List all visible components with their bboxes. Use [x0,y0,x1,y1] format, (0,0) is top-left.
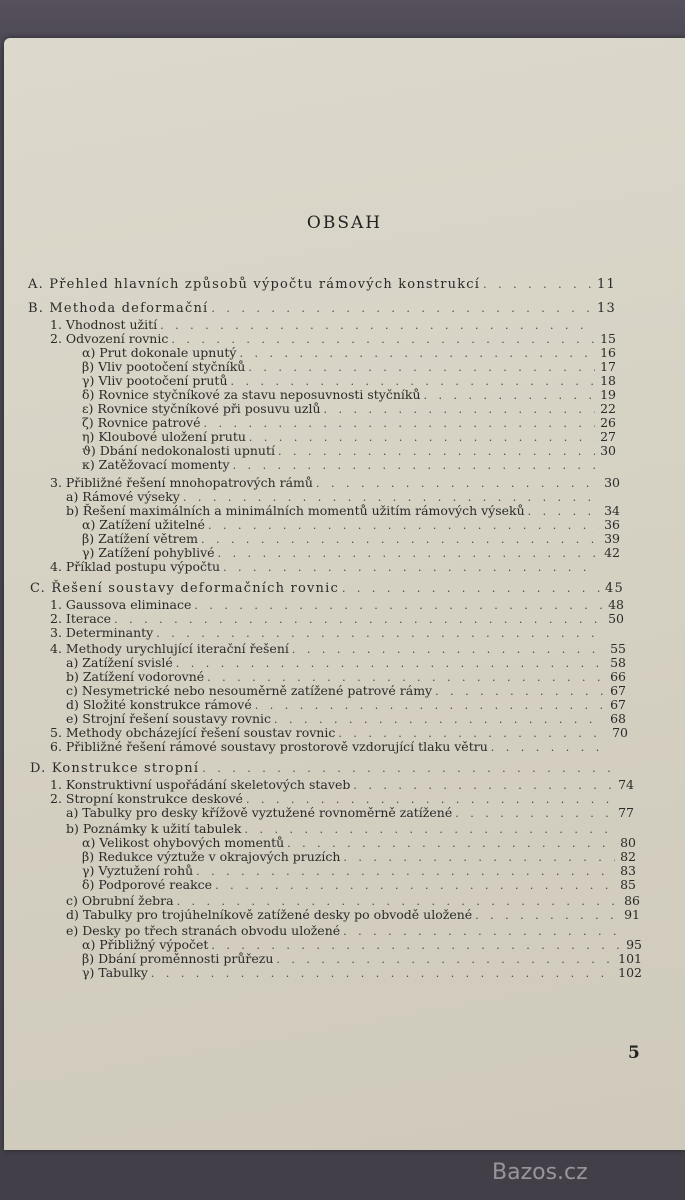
toc-leader-dots [211,302,594,316]
toc-page-number: 67 [610,697,626,712]
toc-label: b) Řešení maximálních a minimálních momentů užitím rámových výseků [66,503,525,518]
toc-leader-dots [156,627,603,641]
toc-page-number: 30 [604,475,620,490]
toc-leader-dots [424,389,595,403]
toc-label: ϑ) Dbání nedokonalosti upnutí [82,443,275,458]
toc-leader-dots [342,582,602,596]
toc-label: 2. Odvození rovnic [50,331,169,346]
toc-leader-dots [316,477,599,491]
toc-page-number: 70 [612,725,628,740]
toc-page-number: 55 [610,641,626,656]
toc-page-number: 34 [604,503,620,518]
toc-entry [82,458,616,473]
toc-label: d) Složité konstrukce rámové [66,697,252,712]
toc-label: δ) Rovnice styčníkové za stavu neposuvnosti styčníků [82,387,421,402]
toc-page-number: 30 [600,443,616,458]
toc-page-number: 17 [600,359,616,374]
toc-page-number: 19 [600,387,616,402]
toc-leader-dots [194,599,603,613]
toc-leader-dots [292,643,605,657]
toc-label: α) Zatížení užitelné [82,517,205,532]
toc-leader-dots [160,319,595,333]
page-title: OBSAH [306,213,383,233]
toc-label: α) Prut dokonale upnutý [82,345,237,360]
toc-page-number: 101 [618,951,642,966]
toc-label: κ) Zatěžovací momenty [82,457,230,472]
toc-label: 1. Konstruktivní uspořádání skeletových staveb [50,777,351,792]
toc-label: 3. Přibližné řešení mnohopatrových rámů [50,475,313,490]
toc-page-number: 36 [604,517,620,532]
toc-page-number: 67 [610,683,626,698]
toc-section [30,582,624,596]
toc-page-number: 82 [620,849,636,864]
toc-page-number: 80 [620,835,636,850]
toc-leader-dots [151,967,615,981]
toc-entry [82,966,642,981]
toc-label: 2. Stropní konstrukce deskové [50,791,243,806]
toc-label: e) Strojní řešení soustavy rovnic [66,711,272,726]
toc-label: β) Vliv pootočení styčníků [82,359,246,374]
toc-leader-dots [114,613,603,627]
toc-label: b) Zatížení vodorovné [66,669,205,684]
toc-label: e) Desky po třech stranách obvodu uložené [66,923,341,938]
toc-label: b) Poznámky k užití tabulek [66,821,242,836]
toc-entry [66,908,640,923]
toc-label: γ) Vliv pootočení prutů [82,373,228,388]
toc-label: ζ) Rovnice patrové [82,415,201,430]
toc-label: a) Tabulky pro desky křížově vyztužené rovnoměrně zatížené [66,805,453,820]
toc-page-number: 39 [604,531,620,546]
toc-label: a) Zatížení svislé [66,655,173,670]
toc-label: c) Nesymetrické nebo nesouměrně zatížené patrové rámy [66,683,433,698]
toc-leader-dots [278,445,595,459]
toc-page-number: 45 [605,581,624,596]
toc-page-number: 50 [608,611,624,626]
toc-leader-dots [249,431,595,445]
toc-leader-dots [239,347,595,361]
toc-leader-dots [176,657,605,671]
toc-page-number: 95 [626,937,642,952]
toc-page-number: 16 [600,345,616,360]
toc-page-number: 22 [600,401,616,416]
toc-label: β) Dbání proměnnosti průřezu [82,951,274,966]
toc-label: 6. Přibližné řešení rámové soustavy prostorově vzdorující tlaku větru [50,739,488,754]
toc-leader-dots [196,865,615,879]
toc-leader-dots [435,685,605,699]
toc-page-number: 83 [620,863,636,878]
toc-entry [82,952,642,967]
toc-entry [66,806,634,821]
page-number: 5 [628,1043,640,1063]
toc-leader-dots [215,879,615,893]
toc-leader-dots [475,909,619,923]
toc-label: 3. Determinanty [50,625,154,640]
toc-leader-dots [528,505,599,519]
toc-leader-dots [245,823,615,837]
toc-leader-dots [248,361,595,375]
toc-page-number: 86 [624,893,640,908]
toc-label: 1. Gaussova eliminace [50,597,192,612]
toc-label: d) Tabulky pro trojúhelníkově zatížené desky po obvodě uložené [66,907,473,922]
toc-label: D. Konstrukce stropní [30,761,200,776]
toc-page-number: 85 [620,877,636,892]
toc-leader-dots [343,851,615,865]
toc-leader-dots [201,533,599,547]
toc-page-number: 11 [597,277,616,292]
toc-label: γ) Tabulky [82,965,148,980]
toc-label: 4. Příklad postupu výpočtu [50,559,221,574]
toc-label: ε) Rovnice styčníkové při posuvu uzlů [82,401,321,416]
toc-label: 1. Vhodnost užití [50,317,158,332]
toc-page-number: 77 [618,805,634,820]
toc-leader-dots [202,762,613,776]
toc-page-number: 91 [624,907,640,922]
toc-label: α) Velikost ohybových momentů [82,835,285,850]
book-page [4,38,685,1150]
toc-leader-dots [324,403,595,417]
toc-page-number: 27 [600,429,616,444]
toc-page-number: 48 [608,597,624,612]
toc-label: a) Rámové výseky [66,489,180,504]
toc-entry [82,878,636,893]
toc-page-number: 13 [597,301,616,316]
toc-label: 5. Methody obcházející řešení soustav rovnic [50,725,336,740]
toc-leader-dots [223,561,599,575]
toc-leader-dots [208,519,599,533]
toc-page-number: 74 [618,777,634,792]
toc-leader-dots [218,547,599,561]
toc-label: β) Redukce výztuže v okrajových pruzích [82,849,341,864]
toc-page-number: 102 [618,965,642,980]
watermark: Bazos.cz [492,1160,588,1185]
toc-page-number: 18 [600,373,616,388]
toc-leader-dots [343,925,619,939]
toc-label: β) Zatížení větrem [82,531,198,546]
toc-label: η) Kloubové uložení prutu [82,429,246,444]
toc-label: c) Obrubní žebra [66,893,174,908]
toc-label: 2. Iterace [50,611,112,626]
toc-entry [50,598,624,613]
toc-page-number: 58 [610,655,626,670]
toc-leader-dots [353,779,613,793]
toc-leader-dots [491,741,607,755]
toc-leader-dots [203,417,595,431]
toc-section [30,762,634,776]
toc-leader-dots [455,807,613,821]
toc-page-number: 42 [604,545,620,560]
toc-section [28,302,616,316]
toc-page-number: 26 [600,415,616,430]
toc-leader-dots [276,953,615,967]
table-of-contents [4,38,685,1150]
toc-page-number: 66 [610,669,626,684]
toc-entry [50,626,624,641]
toc-label: B. Methoda deformační [28,301,209,316]
toc-label: α) Přibližný výpočet [82,937,209,952]
toc-leader-dots [255,699,605,713]
toc-label: 4. Methody urychlující iterační řešení [50,641,289,656]
toc-leader-dots [483,278,594,292]
toc-label: γ) Zatížení pohyblivé [82,545,215,560]
toc-entry [50,740,628,755]
toc-label: C. Řešení soustavy deformačních rovnic [30,581,339,596]
toc-label: γ) Vyztužení rohů [82,863,194,878]
toc-page-number: 68 [610,711,626,726]
toc-label: A. Přehled hlavních způsobů výpočtu rámových konstrukcí [28,277,481,292]
toc-page-number: 15 [600,331,616,346]
toc-leader-dots [233,459,595,473]
toc-label: δ) Podporové reakce [82,877,213,892]
toc-section [28,278,616,292]
toc-entry [50,560,620,575]
